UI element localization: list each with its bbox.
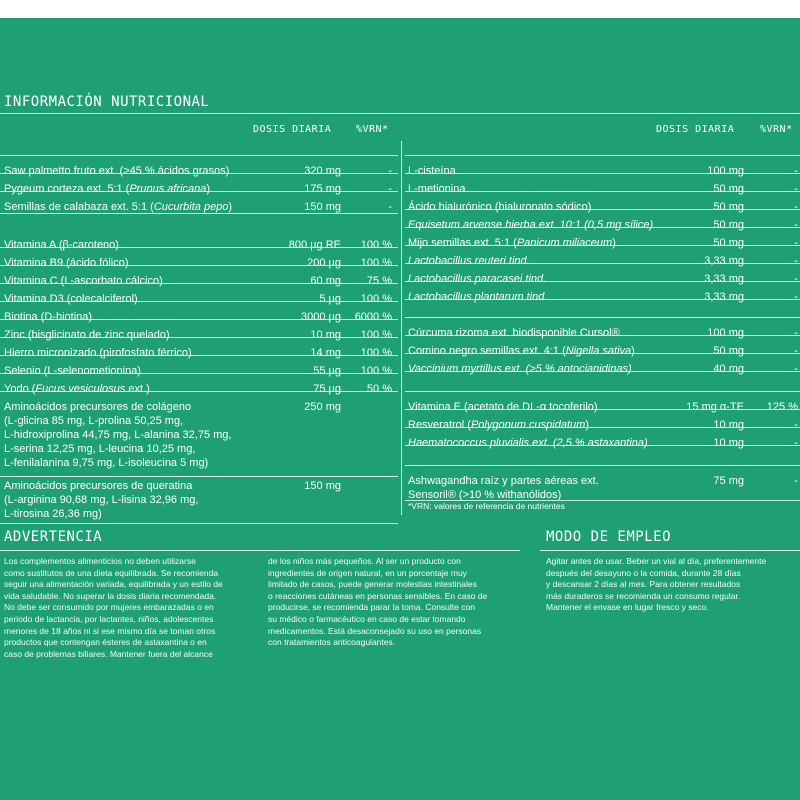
nutrient-name: Ashwagandha raíz y partes aéreas ext. Sensoril® (>10 % withanólidos) [408, 475, 599, 501]
nutrient-row [408, 164, 798, 180]
nutrient-vrn: - [388, 165, 392, 177]
nutrient-dose: 50 mg [713, 345, 744, 357]
nutrient-vrn: - [794, 327, 798, 339]
nutrient-row [408, 272, 798, 288]
nutrient-dose: 100 mg [707, 165, 744, 177]
nutrient-vrn: - [794, 273, 798, 285]
nutrient-row [4, 382, 392, 398]
nutrient-name: Zinc (bisglicinato de zinc quelado) [4, 329, 170, 341]
nutrient-dose: 200 µg [307, 257, 341, 269]
row-divider [0, 523, 398, 524]
nutrient-row [4, 164, 392, 180]
nutrient-vrn: - [794, 219, 798, 231]
nutrient-row [4, 274, 392, 290]
nutrient-name: Lactobacillus paracasei tind. [408, 273, 547, 285]
nutrient-vrn: 6000 % [354, 311, 392, 323]
nutrient-dose: 60 mg [310, 275, 341, 287]
usage-title: MODO DE EMPLEO [546, 529, 672, 545]
nutrient-vrn: - [794, 183, 798, 195]
nutrient-dose: 15 mg α-TE [686, 401, 744, 413]
vrn-footnote: *VRN: valores de referencia de nutrientes [408, 501, 565, 511]
nutrient-dose: 800 µg RE [288, 239, 341, 251]
nutrient-dose: 75 µg [313, 383, 341, 395]
nutrient-name: Hierro micronizado (pirofosfato férrico) [4, 347, 192, 359]
nutrient-vrn: - [794, 475, 798, 487]
nutrient-name: Comino negro semillas ext. 4:1 (Nigella sativa) [408, 345, 635, 357]
nutrient-name: L-cisteína [408, 165, 456, 177]
nutrient-dose: 3,33 mg [704, 291, 744, 303]
nutrient-dose: 320 mg [304, 165, 341, 177]
nutrient-row [408, 474, 798, 504]
nutrient-vrn: 100 % [360, 293, 392, 305]
table-column-divider [401, 141, 402, 515]
nutrient-vrn: 50 % [366, 383, 392, 395]
nutrient-vrn: - [794, 363, 798, 375]
nutrient-dose: 5 µg [319, 293, 341, 305]
nutrient-row [4, 310, 392, 326]
nutrient-name: Pygeum corteza ext. 5:1 (Prunus africana) [4, 183, 211, 195]
nutrient-vrn: - [794, 437, 798, 449]
right-vrn-header: %VRN* [760, 124, 793, 135]
nutrient-row [408, 326, 798, 342]
usage-text: Agitar antes de usar. Beber un vial al día, preferentemente después del desayuno o la comida, durante 28 días y descansar 2 días al mes. Para obtener resultados más duraderos se recomienda un consumo regular. Mantener el envase en lugar fresco y seco. [546, 556, 767, 613]
nutrient-name: Selenio (L-selenometionina) [4, 365, 141, 377]
nutrient-name: Lactobacillus reuteri tind. [408, 255, 530, 267]
nutrient-row [4, 200, 392, 216]
nutrient-dose: 150 mg [304, 480, 341, 492]
nutrient-name: Yodo (Fucus vesiculosus ext.) [4, 383, 150, 395]
nutrient-dose: 100 mg [707, 327, 744, 339]
nutrient-dose: 10 mg [713, 419, 744, 431]
nutrient-name: Ácido hialurónico (hialuronato sódico) [408, 201, 592, 213]
nutrient-vrn: - [794, 201, 798, 213]
title-divider [0, 113, 800, 114]
nutrient-name: Vitamina D3 (colecalciferol) [4, 293, 138, 305]
nutrient-row [408, 290, 798, 306]
nutrient-name: L-metionina [408, 183, 466, 195]
nutrient-row [4, 479, 392, 521]
nutrient-name: Lactobacillus plantarum tind. [408, 291, 548, 303]
nutrient-dose: 50 mg [713, 237, 744, 249]
nutrient-row [408, 182, 798, 198]
nutrient-dose: 40 mg [713, 363, 744, 375]
nutrient-dose: 55 µg [313, 365, 341, 377]
warning-text-col1: Los complementos alimenticios no deben utilizarse como sustitutos de una dieta equilibrada. Se recomienda seguir una alimentación variada, equilibrada y un estilo de vida saludable. No superar la dosis diaria recomendada. No debe ser consumido por mujeres embarazadas o en periodo de lactancia, por lactantes, niños, adolescentes menores de 18 años ni si ese mismo día se toman otros productos que contengan ésteres de astaxantina o en caso de problemas biliares. Mantener fuera del alcance [4, 556, 223, 659]
nutrient-row [4, 328, 392, 344]
nutrition-panel [0, 18, 800, 800]
nutrient-vrn: 100 % [360, 329, 392, 341]
nutrient-name: Saw palmetto fruto ext. (>45 % ácidos grasos) [4, 165, 230, 177]
nutrient-name: Cúrcuma rizoma ext. biodisponible Cursol® [408, 327, 620, 339]
left-dosis-header: DOSIS DIARIA [253, 124, 332, 135]
nutrient-name: Equisetum arvense hierba ext. 10:1 (0,5 mg sílice) [408, 219, 654, 231]
nutrient-dose: 14 mg [310, 347, 341, 359]
nutrient-vrn: 75 % [366, 275, 392, 287]
nutrient-dose: 10 mg [713, 437, 744, 449]
nutrient-dose: 3,33 mg [704, 273, 744, 285]
nutrient-row [4, 364, 392, 380]
nutrient-row [4, 238, 392, 254]
nutrient-row [4, 346, 392, 362]
nutrient-name: Aminoácidos precursores de colágeno (L-glicina 85 mg, L-prolina 50,25 mg, L-hidroxiprolina 44,75 mg, L-alanina 32,75 mg, L-serina 12,25 mg, L-leucina 10,25 mg, L-fenilalanina 9,75 mg, L-isoleucina 5 mg) [4, 401, 232, 469]
nutrient-name: Vitamina E (acetato de DL-α tocoferilo) [408, 401, 598, 413]
nutrient-row [408, 400, 798, 416]
warning-divider [0, 550, 520, 551]
nutrient-vrn: - [794, 419, 798, 431]
nutrient-row [408, 218, 798, 234]
nutrient-row [408, 344, 798, 360]
nutrient-vrn: 100 % [360, 239, 392, 251]
row-divider [0, 155, 398, 156]
warning-title: ADVERTENCIA [4, 529, 103, 545]
nutrient-vrn: - [794, 255, 798, 267]
nutrient-vrn: 100 % [360, 347, 392, 359]
nutrient-row [408, 200, 798, 216]
nutrient-row [408, 362, 798, 378]
row-divider [405, 317, 800, 318]
row-divider [405, 465, 800, 466]
nutrition-title: INFORMACIÓN NUTRICIONAL [4, 94, 210, 110]
nutrient-vrn: - [794, 291, 798, 303]
nutrient-vrn: - [794, 165, 798, 177]
nutrient-dose: 50 mg [713, 183, 744, 195]
nutrient-dose: 3000 µg [301, 311, 341, 323]
nutrient-vrn: - [794, 345, 798, 357]
nutrient-name: Vitamina C (L-ascorbato cálcico) [4, 275, 163, 287]
nutrient-name: Haematococcus pluvialis ext. (2,5 % astaxantina) [408, 437, 648, 449]
nutrient-row [408, 418, 798, 434]
nutrient-name: Vitamina A (β-caroteno) [4, 239, 119, 251]
usage-divider [540, 550, 800, 551]
nutrient-dose: 175 mg [304, 183, 341, 195]
nutrient-row [4, 256, 392, 272]
nutrient-name: Semillas de calabaza ext. 5:1 (Cucurbita pepo) [4, 201, 233, 213]
row-divider [405, 155, 800, 156]
nutrient-name: Vitamina B9 (ácido fólico) [4, 257, 129, 269]
nutrient-name: Resveratrol (Polygonum cuspidatum) [408, 419, 589, 431]
nutrient-dose: 3,33 mg [704, 255, 744, 267]
nutrient-dose: 150 mg [304, 201, 341, 213]
nutrient-name: Vaccinium myrtillus ext. (>5 % antocianidinas) [408, 363, 632, 375]
nutrient-vrn: - [388, 183, 392, 195]
nutrient-dose: 250 mg [304, 401, 341, 413]
nutrient-dose: 10 mg [310, 329, 341, 341]
nutrient-name: Mijo semillas ext. 5:1 (Panicum miliaceum) [408, 237, 616, 249]
nutrient-vrn: - [794, 237, 798, 249]
left-vrn-header: %VRN* [356, 124, 389, 135]
warning-text-col2: de los niños más pequeños. Al ser un producto con ingredientes de origen natural, en un porcentaje muy limitado de casos, puede generar molestias intestinales o reacciones cutáneas en personas sensibles. En caso de producirse, se recomienda parar la toma. Consulte con su médico o farmacéutico en caso de estar tomando medicamentos. Está desaconsejado su uso en personas con tratamientos anticoagulantes. [268, 556, 488, 648]
nutrient-row [4, 182, 392, 198]
nutrient-dose: 50 mg [713, 201, 744, 213]
row-divider [0, 476, 398, 477]
nutrient-row [408, 236, 798, 252]
nutrient-vrn: 100 % [360, 365, 392, 377]
nutrient-dose: 75 mg [713, 475, 744, 487]
nutrient-row [4, 292, 392, 308]
right-dosis-header: DOSIS DIARIA [656, 124, 735, 135]
nutrient-row [4, 400, 392, 474]
nutrient-vrn: - [388, 201, 392, 213]
nutrient-name: Biotina (D-biotina) [4, 311, 93, 323]
row-divider [405, 391, 800, 392]
nutrient-vrn: 100 % [360, 257, 392, 269]
nutrient-row [408, 436, 798, 452]
nutrient-row [408, 254, 798, 270]
nutrient-dose: 50 mg [713, 219, 744, 231]
nutrient-vrn: 125 % [766, 401, 798, 413]
nutrient-name: Aminoácidos precursores de queratina (L-arginina 90,68 mg, L-lisina 32,96 mg, L-tirosina 26,36 mg) [4, 480, 199, 520]
